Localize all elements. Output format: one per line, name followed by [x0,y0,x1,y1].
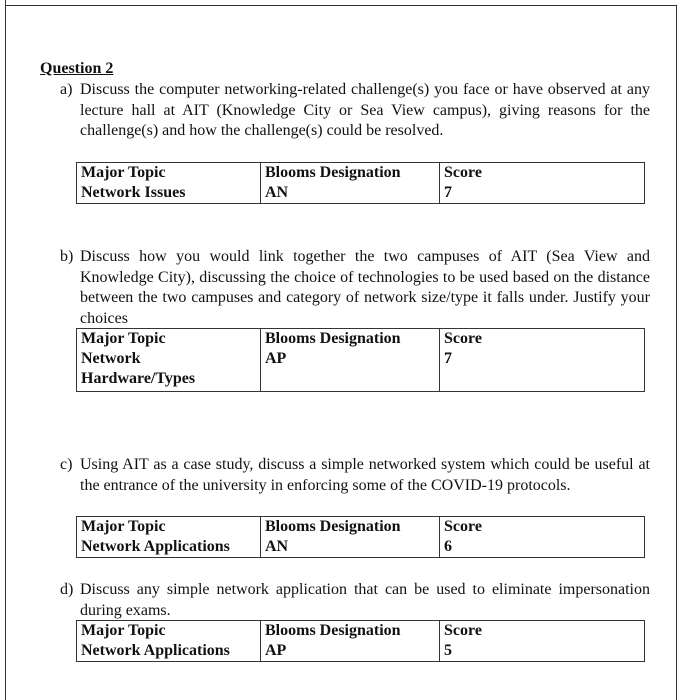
score-value: 5 [444,642,452,659]
part-text: Discuss the computer networking-related challenge(s) you face or have observed at any lecture hall at AIT (Knowledge City or Sea View campus), giving reasons for the challenge(s) and how the challenge(s) could be resolved. [80,81,650,139]
score-value: 6 [444,538,452,555]
question-heading: Question 2 [40,60,114,77]
blooms-value: AN [265,184,289,201]
part-a-rubric-table [76,162,645,204]
major-topic-header: Major Topic [81,622,166,639]
page-top-border [5,5,677,6]
major-topic-header: Major Topic [81,330,166,347]
score-value: 7 [444,350,452,367]
blooms-value: AN [265,538,289,555]
blooms-header: Blooms Designation [265,330,401,347]
part-label: d) [60,581,74,598]
page-left-border [5,0,6,700]
part-label: c) [60,456,73,473]
blooms-value: AP [265,350,287,367]
question-part-b [60,247,650,329]
major-topic-value: Network Applications [81,538,230,555]
major-topic-header: Major Topic [81,164,166,181]
score-header: Score [444,518,482,535]
part-text: Using AIT as a case study, discuss a simple networked system which could be useful at the entrance of the university in enforcing some of the COVID-19 protocols. [80,456,650,494]
major-topic-header: Major Topic [81,518,166,535]
blooms-header: Blooms Designation [265,518,401,535]
blooms-header: Blooms Designation [265,622,401,639]
part-label: b) [60,248,74,265]
question-part-d [60,580,650,621]
part-c-rubric-table [76,516,645,558]
major-topic-value: Network Issues [81,184,186,201]
blooms-header: Blooms Designation [265,164,401,181]
major-topic-value: Network Hardware/Types [81,350,196,387]
blooms-value: AP [265,642,287,659]
major-topic-value: Network Applications [81,642,230,659]
question-part-c [60,455,650,496]
part-text: Discuss how you would link together the two campuses of AIT (Sea View and Knowledge City), discussing the choice of technologies to be used based on the distance between the two campuses and category of network size/type it falls under. Justify your choices [80,248,650,327]
question-part-a [60,80,650,142]
score-value: 7 [444,184,452,201]
page-right-border [676,5,677,700]
score-header: Score [444,164,482,181]
part-b-rubric-table [76,328,645,392]
part-text: Discuss any simple network application that can be used to eliminate impersonation during exams. [80,581,650,619]
part-d-rubric-table [76,620,645,662]
score-header: Score [444,622,482,639]
score-header: Score [444,330,482,347]
part-label: a) [60,81,73,98]
